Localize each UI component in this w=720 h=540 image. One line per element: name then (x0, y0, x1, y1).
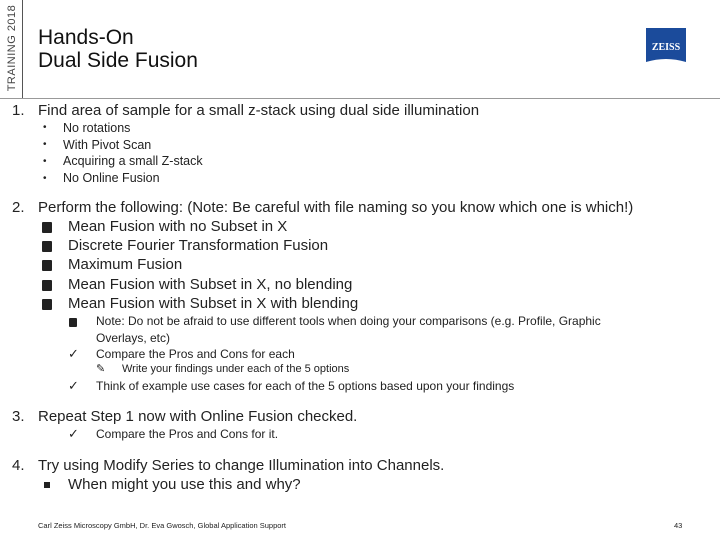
step-2-item: Mean Fusion with Subset in X, no blending (68, 276, 353, 293)
pencil-icon: ✎ (96, 363, 106, 375)
page-number: 43 (674, 521, 683, 530)
checkbox-square-icon (42, 222, 52, 233)
step-2-item: Discrete Fourier Transformation Fusion (68, 237, 329, 254)
step-4-number: 4. (12, 457, 25, 474)
side-label: TRAINING 2018 (6, 4, 18, 92)
step-1-bullet: No Online Fusion (63, 171, 160, 185)
checkbox-square-icon (42, 299, 52, 310)
checkbox-square-icon (42, 241, 52, 252)
bullet-dot: • (43, 139, 47, 150)
step-2-note-cont: Overlays, etc) (96, 331, 171, 345)
step-1-bullet: Acquiring a small Z-stack (63, 154, 203, 168)
checkbox-square-icon (69, 318, 77, 327)
step-2-think: Think of example use cases for each of the 5 options based upon your findings (96, 379, 515, 393)
step-2-item: Mean Fusion with Subset in X with blending (68, 295, 359, 312)
step-2-note: Note: Do not be afraid to use different tools when doing your comparisons (e.g. Profile, Graphic (96, 314, 601, 328)
step-3-sub: Compare the Pros and Cons for it. (96, 427, 279, 441)
title-line-2: Dual Side Fusion (38, 49, 198, 72)
bullet-dot: • (43, 122, 47, 133)
checkmark-icon: ✓ (68, 426, 79, 441)
bullet-dot: • (43, 156, 47, 167)
step-3-text: Repeat Step 1 now with Online Fusion checked. (38, 408, 358, 425)
step-4-text: Try using Modify Series to change Illumination into Channels. (38, 457, 445, 474)
checkbox-square-icon (42, 260, 52, 271)
step-2-compare: Compare the Pros and Cons for each (96, 347, 295, 361)
step-3-number: 3. (12, 408, 25, 425)
title-line-1: Hands-On (38, 26, 134, 49)
step-1-number: 1. (12, 102, 25, 119)
step-1-text: Find area of sample for a small z-stack using dual side illumination (38, 102, 480, 119)
checkmark-icon: ✓ (68, 346, 79, 361)
step-2-number: 2. (12, 199, 25, 216)
footer-text: Carl Zeiss Microscopy GmbH, Dr. Eva Gwosch, Global Application Support (38, 521, 287, 530)
square-bullet-icon (44, 482, 50, 488)
bullet-dot: • (43, 173, 47, 184)
checkbox-square-icon (42, 280, 52, 291)
step-2-item: Mean Fusion with no Subset in X (68, 218, 288, 235)
step-1-bullet: No rotations (63, 121, 131, 135)
step-4-sub: When might you use this and why? (68, 476, 301, 493)
checkmark-icon: ✓ (68, 378, 79, 393)
step-1-bullet: With Pivot Scan (63, 138, 152, 152)
svg-text:ZEISS: ZEISS (651, 42, 681, 53)
step-2-text: Perform the following: (Note: Be careful with file naming so you know which one is which!) (38, 199, 634, 216)
step-2-write: Write your findings under each of the 5 options (122, 363, 350, 375)
step-2-item: Maximum Fusion (68, 256, 183, 273)
